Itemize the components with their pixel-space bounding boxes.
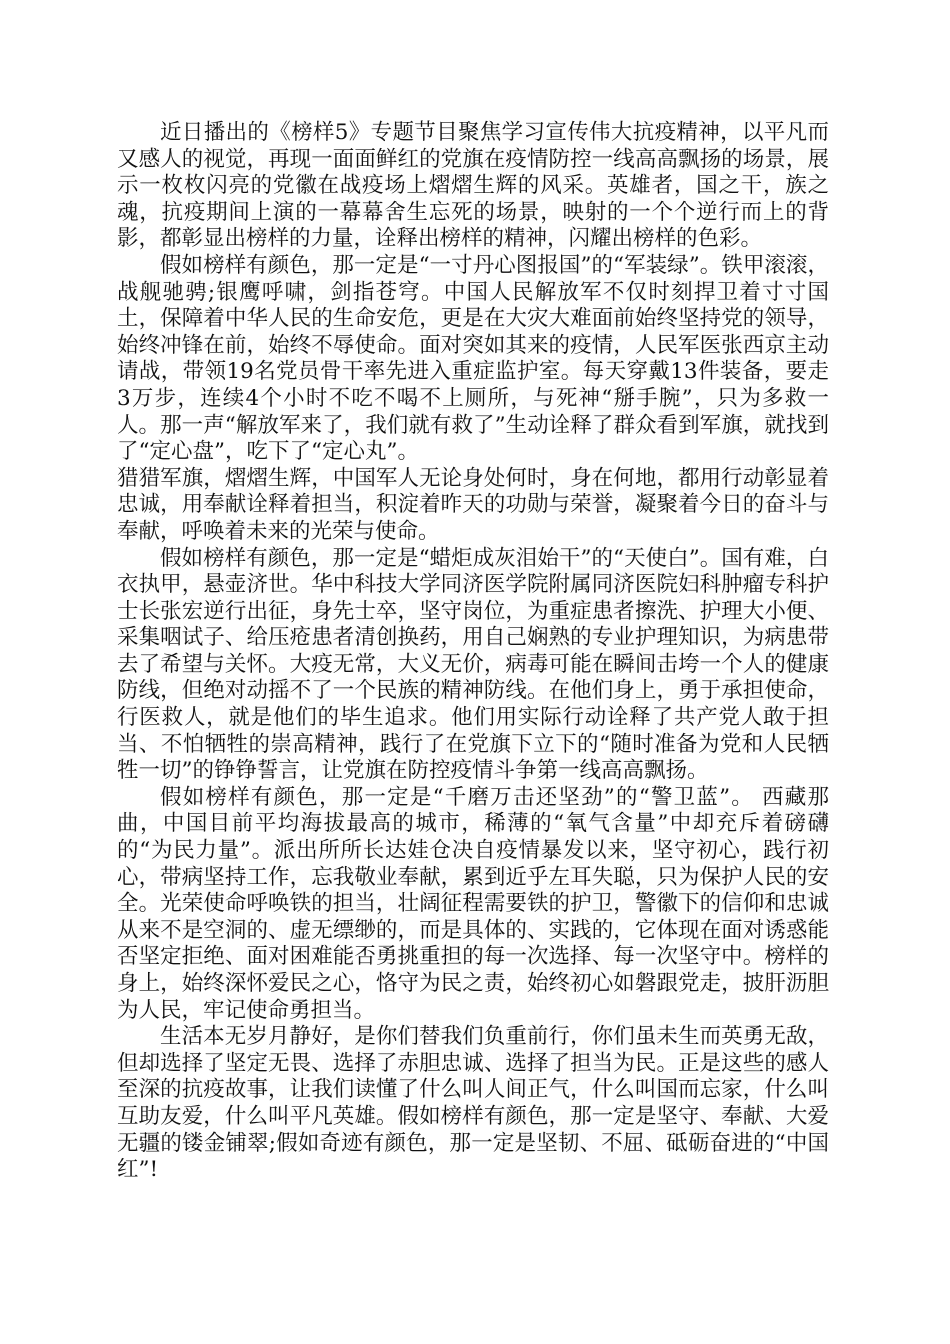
paragraph-angel-white: 假如榜样有颜色，那一定是“蜡炬成灰泪始干”的“天使白”。国有难，白衣执甲，悬壶济世。华中科技大学同济医学院附属同济医院妇科肿瘤专科护士长张宏逆行出征，身先士卒，坚守岗位，为重症患者擦洗、护理大小便、采集咽试子、给压疮患者清创换药，用自己娴熟的专业护理知识，为病患带去了希望与关怀。大疫无常，大义无价，病毒可能在瞬间击垮一个人的健康防线，但绝对动摇不了一个民族的精神防线。在他们身上，勇于承担使命，行医救人，就是他们的毕生追求。他们用实际行动诠释了共产党人敢于担当、不怕牺牲的崇高精神，践行了在党旗下立下的“随时准备为党和人民牺牲一切”的铮铮誓言，让党旗在防控疫情斗争第一线高高飘扬。 [117, 545, 829, 784]
paragraph-intro: 近日播出的《榜样5》专题节目聚焦学习宣传伟大抗疫精神，以平凡而又感人的视觉，再现一面面鲜红的党旗在疫情防控一线高高飘扬的场景，展示一枚枚闪亮的党徽在战疫场上熠熠生辉的风采。英雄者，国之干，族之魂，抗疫期间上演的一幕幕舍生忘死的场景，映射的一个个逆行而上的背影，都彰显出榜样的力量，诠释出榜样的精神，闪耀出榜样的色彩。 [117, 120, 829, 252]
paragraph-conclusion: 生活本无岁月静好，是你们替我们负重前行，你们虽未生而英勇无敌，但却选择了坚定无畏、选择了赤胆忠诚、选择了担当为民。正是这些的感人至深的抗疫故事，让我们读懂了什么叫人间正气，什么叫国而忘家，什么叫互助友爱，什么叫平凡英雄。假如榜样有颜色，那一定是坚守、奉献、大爱无疆的镂金铺翠;假如奇迹有颜色，那一定是坚韧、不屈、砥砺奋进的“中国红”! [117, 1024, 829, 1183]
paragraph-military-green: 假如榜样有颜色，那一定是“一寸丹心图报国”的“军装绿”。铁甲滚滚，战舰驰骋;银鹰呼啸，剑指苍穹。中国人民解放军不仅时刻捍卫着寸寸国土，保障着中华人民的生命安危，更是在大灾大难面前始终坚持党的领导，始终冲锋在前，始终不辱使命。面对突如其来的疫情，人民军医张西京主动请战，带领19名党员骨干率先进入重症监护室。每天穿戴13件装备，要走3万步，连续4个小时不吃不喝不上厕所，与死神“掰手腕”，只为多救一人。那一声“解放军来了，我们就有救了”生动诠释了群众看到军旗，就找到了“定心盘”，吃下了“定心丸”。 [117, 252, 829, 465]
paragraph-police-blue: 假如榜样有颜色，那一定是“千磨万击还坚劲”的“警卫蓝”。 西藏那曲，中国目前平均海拔最高的城市，稀薄的“氧气含量”中却充斥着磅礴的“为民力量”。派出所所长达娃仓决自疫情暴发以来，坚守初心，践行初心，带病坚持工作，忘我敬业奉献，累到近乎左耳失聪，只为保护人民的安全。光荣使命呼唤铁的担当，壮阔征程需要铁的护卫，警徽下的信仰和忠诚从来不是空洞的、虚无缥缈的，而是具体的、实践的，它体现在面对诱惑能否坚定拒绝、面对困难能否勇挑重担的每一次选择、每一次坚守中。榜样的身上，始终深怀爱民之心，恪守为民之责，始终初心如磐跟党走，披肝沥胆为人民，牢记使命勇担当。 [117, 784, 829, 1023]
article-body [117, 120, 829, 1184]
paragraph-military-flag: 猎猎军旗，熠熠生辉，中国军人无论身处何时，身在何地，都用行动彰显着忠诚，用奉献诠释着担当，积淀着昨天的功勋与荣誉，凝聚着今日的奋斗与奉献，呼唤着未来的光荣与使命。 [117, 465, 829, 544]
